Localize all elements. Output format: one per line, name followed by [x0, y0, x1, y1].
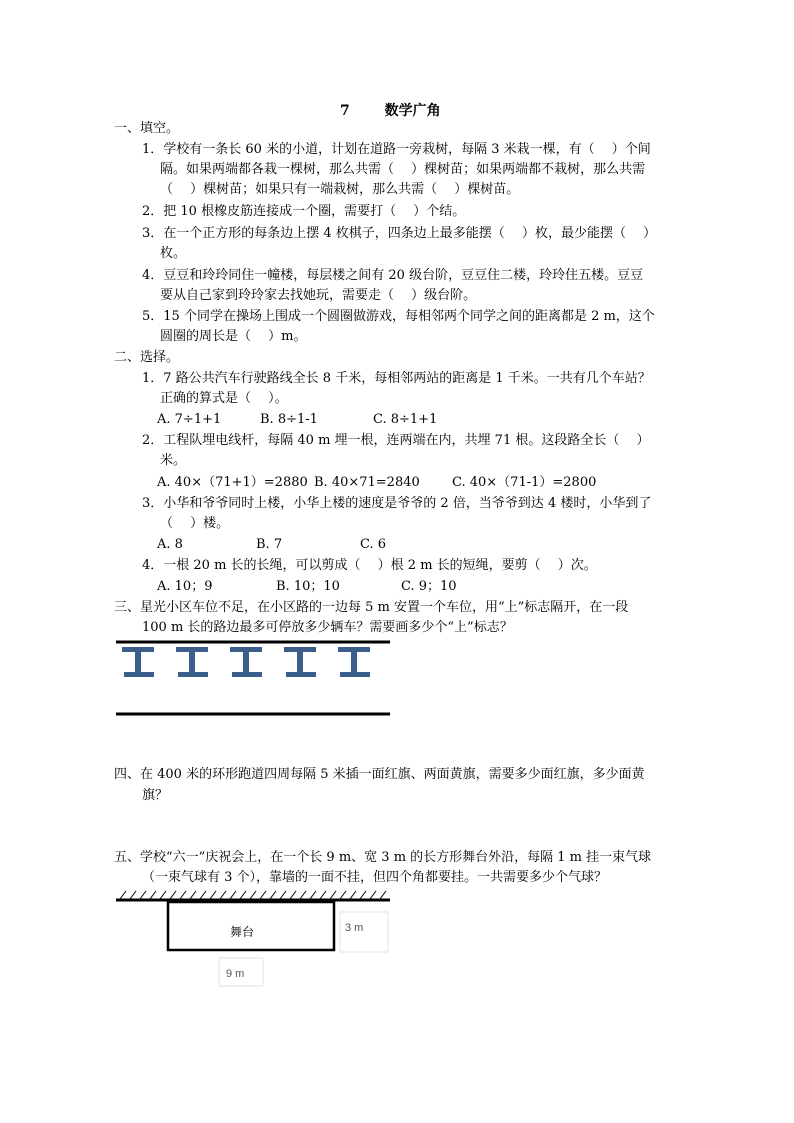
- s1-q5-line2: 圆圈的周长是（ ）m。: [160, 329, 307, 344]
- s1-q5-line1: 5．15 个同学在操场上围成一个圆圈做游戏，每相邻两个同学之间的距离都是 2 m，这个: [142, 309, 655, 324]
- s2-q1-option-a: A. 7÷1+1: [157, 412, 222, 427]
- section-4-line2: 旗？: [142, 788, 169, 803]
- s2-q4-option-a: A. 10；9: [157, 579, 213, 594]
- section-5-line1: 五、学校“六一”庆祝会上，在一个长 9 m、宽 3 m 的长方形舞台外沿，每隔 1 m 挂一束气球: [114, 850, 652, 865]
- lesson-title: 数学广角: [384, 103, 441, 119]
- s1-q4-line1: 4．豆豆和玲玲同住一幢楼，每层楼之间有 20 级台阶，豆豆住二楼，玲玲住五楼。豆豆: [142, 268, 644, 283]
- s2-q4-line1: 4．一根 20 m 长的长绳，可以剪成（ ）根 2 m 长的短绳，要剪（ ）次。: [142, 558, 597, 573]
- s2-q3-line1: 3．小华和爷爷同时上楼，小华上楼的速度是爷爷的 2 倍，当爷爷到达 4 楼时，小华到了: [142, 496, 652, 511]
- s2-q2-option-c: C. 40×（71-1）=2800: [452, 475, 597, 490]
- s2-q3-line2: （ ）楼。: [160, 516, 230, 531]
- parking-diagram: [112, 636, 394, 720]
- s2-q3-option-a: A. 8: [157, 537, 183, 552]
- parking-marker-5: [338, 647, 370, 677]
- wall-hatching: [120, 891, 386, 899]
- lesson-number: 7: [340, 103, 350, 119]
- s1-q3-line2: 枚。: [160, 246, 187, 261]
- parking-marker-2: [176, 647, 208, 677]
- s1-q1-line3: （ ）棵树苗；如果只有一端栽树，那么共需（ ）棵树苗。: [160, 182, 520, 197]
- s2-q4-option-b: B. 10；10: [276, 579, 340, 594]
- stage-diagram: [112, 888, 412, 990]
- s2-q4-option-c: C. 9；10: [401, 579, 457, 594]
- section-2-heading: 二、选择。: [114, 350, 180, 365]
- section-3-line2: 100 m 长的路边最多可停放多少辆车？需要画多少个“上”标志？: [142, 620, 513, 635]
- s1-q2-line1: 2．把 10 根橡皮筋连接成一个圈，需要打（ ）个结。: [142, 204, 466, 219]
- section-4-line1: 四、在 400 米的环形跑道四周每隔 5 米插一面红旗、两面黄旗，需要多少面红旗，多少面黄: [114, 767, 645, 782]
- s2-q2-option-a: A. 40×（71+1）=2880: [157, 475, 308, 490]
- s1-q4-line2: 要从自己家到玲玲家去找她玩，需要走（ ）级台阶。: [160, 288, 477, 303]
- page-title: [340, 100, 441, 120]
- s1-q1-line2: 隔。如果两端都各栽一棵树，那么共需（ ）棵树苗；如果两端都不栽树，那么共需: [160, 162, 646, 177]
- s2-q1-option-b: B. 8÷1-1: [260, 412, 318, 427]
- s2-q2-line2: 米。: [160, 453, 187, 468]
- parking-marker-1: [122, 647, 154, 677]
- section-3-line1: 三、星光小区车位不足，在小区路的一边每 5 m 安置一个车位，用“上”标志隔开，在一段: [114, 600, 629, 615]
- stage-width-label: 3 m: [345, 922, 364, 934]
- s2-q2-line1: 2．工程队埋电线杆，每隔 40 m 埋一根，连两端在内，共埋 71 根。这段路全长（ ）: [142, 433, 650, 448]
- s2-q3-option-b: B. 7: [256, 537, 283, 552]
- s2-q1-line2: 正确的算式是（ ）。: [160, 391, 288, 406]
- parking-marker-4: [284, 647, 316, 677]
- s1-q3-line1: 3．在一个正方形的每条边上摆 4 枚棋子，四条边上最多能摆（ ）枚，最少能摆（ ）: [142, 226, 657, 241]
- section-1-heading: 一、填空。: [114, 121, 180, 136]
- s2-q3-option-c: C. 6: [360, 537, 387, 552]
- parking-marker-3: [230, 647, 262, 677]
- s2-q1-option-c: C. 8÷1+1: [373, 412, 438, 427]
- section-5-line2: （一束气球有 3 个），靠墙的一面不挂，但四个角都要挂。一共需要多少个气球？: [142, 870, 608, 885]
- stage-label: 舞台: [230, 925, 255, 939]
- stage-length-label: 9 m: [226, 968, 245, 980]
- s2-q1-line1: 1．7 路公共汽车行驶路线全长 8 千米，每相邻两站的距离是 1 千米。一共有几个车站？: [142, 371, 651, 386]
- s1-q1-line1: 1．学校有一条长 60 米的小道，计划在道路一旁栽树，每隔 3 米栽一棵，有（ ）个间: [142, 142, 651, 157]
- s2-q2-option-b: B. 40×71=2840: [314, 475, 420, 490]
